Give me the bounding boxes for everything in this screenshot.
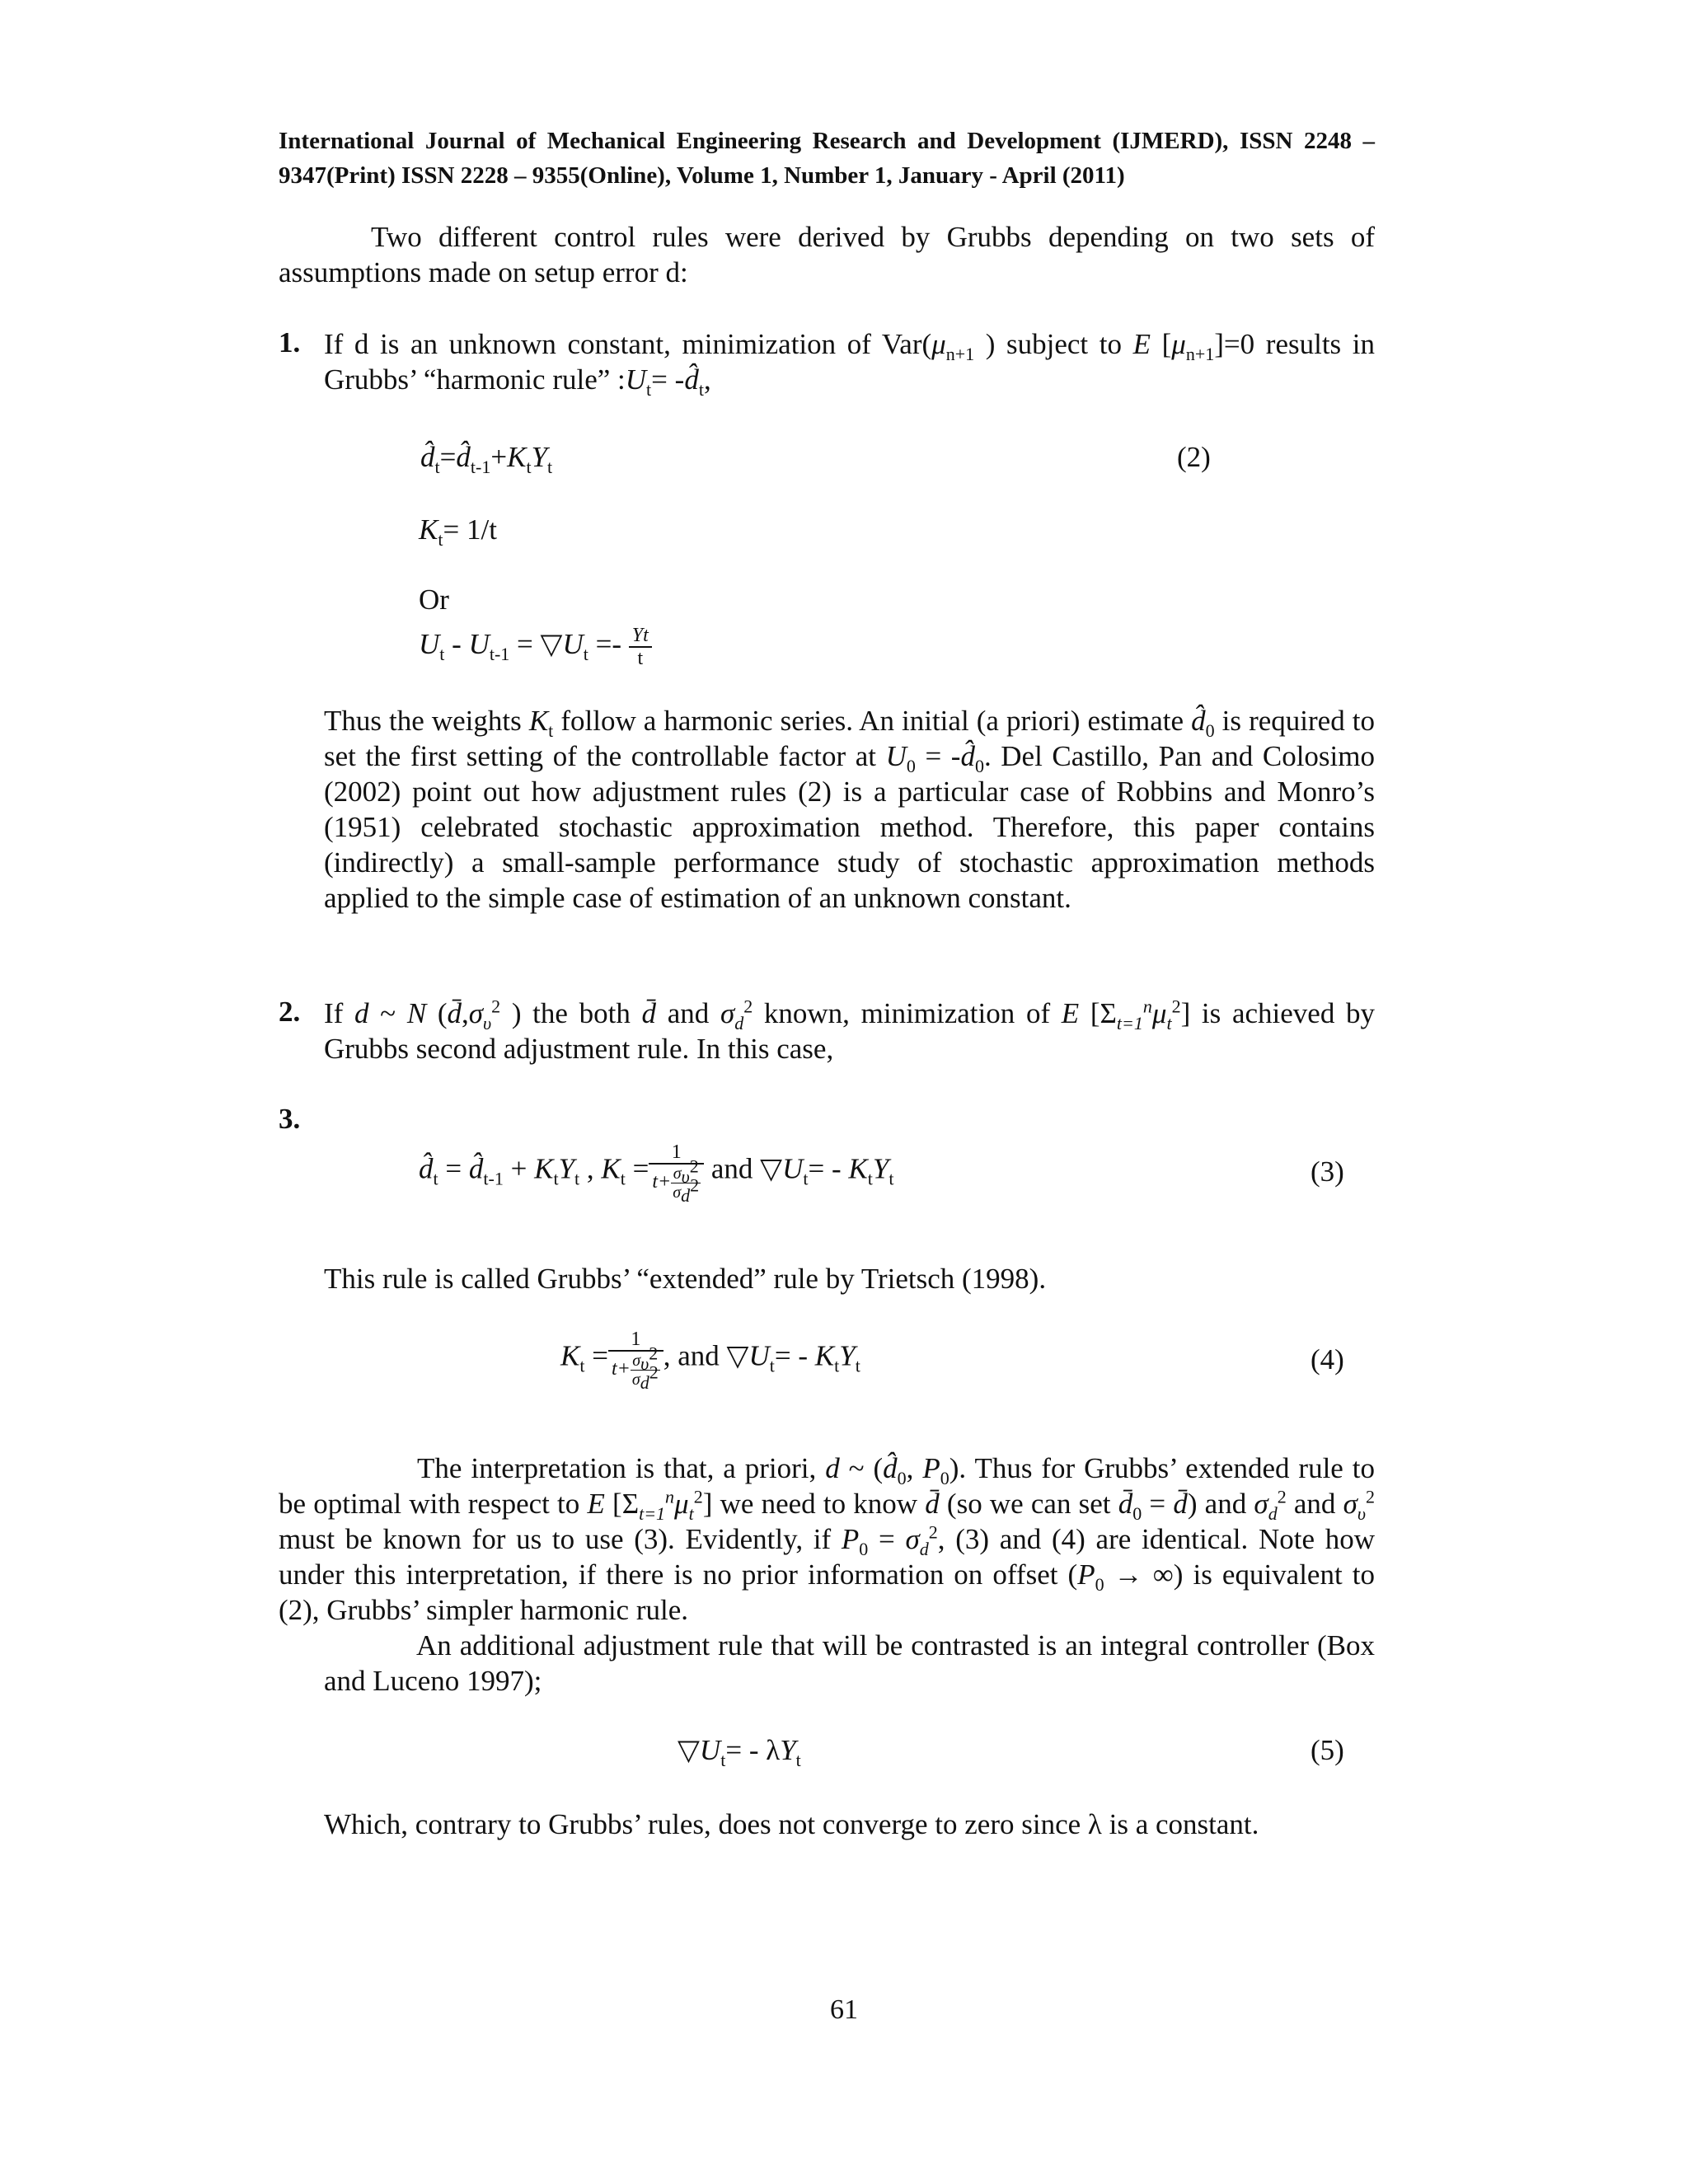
- equation-3: $d̂_t$ = $d̂_{t-1} + K_tY_t$ , $K_t$ = 1 t+ $\frac{\sigma_\upsilon^2}{\sigma_d^2}$ and $▽U_t= - K_tY_t$: [419, 1141, 894, 1206]
- item-2-text: If d ~ N ($d̄,\sigma_\upsilon^2$ ) the both d̄ and $\sigma_d^2$ known, minimization of E $[\Sigma_{t=1}^n\mu_t^2]$ is achieved by Grubbs second adjustment rule. In this case,: [324, 996, 1376, 1065]
- paragraph-interpretation: The interpretation is that, a priori, d ~ ($d̂_0$, $P_0$). Thus for Grubbs’ extended rule to be optimal with respect to E $[\Sigma_{t=1}^n\mu_t^2]$ we need to know d̄ (so we can set $d̄_0$ = d̄) and $\sigma_d^2$ and $\sigma_\upsilon^2$ must be known for us to use (3). Evidently, if $P_0 = \sigma_d^2$, (3) and (4) are identical. Note how under this interpretation, if there is no prior information on offset ($P_0$ → ∞) is equivalent to (2), Grubbs’ simpler harmonic rule.: [279, 1452, 1375, 1626]
- closing-sentence: Which, contrary to Grubbs’ rules, does not converge to zero since λ is a constant.: [324, 1808, 1259, 1840]
- equation-5: $▽U_t= - \lambda Y_t$: [678, 1734, 801, 1770]
- equation-4: $K_t$ = 1 t+ $\frac{\sigma_\upsilon^2}{\sigma_d^2}$ , and $▽U_t= - K_tY_t$: [560, 1329, 860, 1393]
- or-label: Or: [419, 583, 449, 616]
- page-number: 61: [830, 1994, 858, 2025]
- fraction-yt-over-t: $\frac{Yt}{t}$: [629, 625, 652, 669]
- paragraph-harmonic-series: Thus the weights $K_t$ follow a harmonic series. An initial (a priori) estimate $d̂_0$ is required to set the first setting of the controllable factor at $U_0$ = $-d̂_0$. Del Castillo, Pan and Colosimo (2002) point out how adjustment rules (2) is a particular case of Robbins and Monro’s (1951) celebrated stochastic approximation method. Therefore, this paper contains (indirectly) a small-sample performance study of stochastic approximation methods applied to the simple case of estimation of an unknown constant.: [324, 705, 1375, 914]
- equation-5-number: (5): [1311, 1734, 1344, 1766]
- kt-equation: $K_t= 1/t$: [419, 513, 497, 550]
- journal-header: International Journal of Mechanical Engineering Research and Development (IJMERD), ISSN 2248 – 9347(Print) ISSN 2228 – 9355(Online), Volume 1, Number 1, January - April (2011): [279, 128, 1375, 189]
- equation-4-number: (4): [1311, 1343, 1344, 1376]
- extended-rule-sentence: This rule is called Grubbs’ “extended” rule by Trietsch (1998).: [324, 1263, 1047, 1295]
- item-1-text: If d is an unknown constant, minimization of $Var(\mu_{n+1}$ ) subject to E $[\mu_{n+1}]=0$ results in Grubbs’ “harmonic rule” $:U_t=$ $-d̂_t$,: [324, 328, 1375, 400]
- paragraph-integral-controller: An additional adjustment rule that will be contrasted is an integral controller (Box and Luceno 1997);: [324, 1629, 1375, 1697]
- equation-2: $d̂_t=d̂_{t-1}+K_tY_t$: [420, 441, 553, 477]
- intro-paragraph: Two different control rules were derived by Grubbs depending on two sets of assumptions made on setup error d:: [279, 221, 1375, 288]
- equation-2-number: (2): [1177, 441, 1211, 473]
- fraction-kt-eq4: 1 t+ $\frac{\sigma_\upsilon^2}{\sigma_d^2}$: [608, 1329, 663, 1389]
- equation-3-number: (3): [1311, 1155, 1344, 1188]
- item-2-number: 2.: [279, 996, 301, 1028]
- fraction-kt-extended: 1 t+ $\frac{\sigma_\upsilon^2}{\sigma_d^2}$: [649, 1141, 704, 1202]
- ut-difference-equation: $U_t - U_{t-1}$ = $▽U_t$ =- $\frac{Yt}{t}$: [419, 625, 652, 669]
- item-1-number: 1.: [279, 326, 301, 359]
- item-3-number: 3.: [279, 1103, 301, 1135]
